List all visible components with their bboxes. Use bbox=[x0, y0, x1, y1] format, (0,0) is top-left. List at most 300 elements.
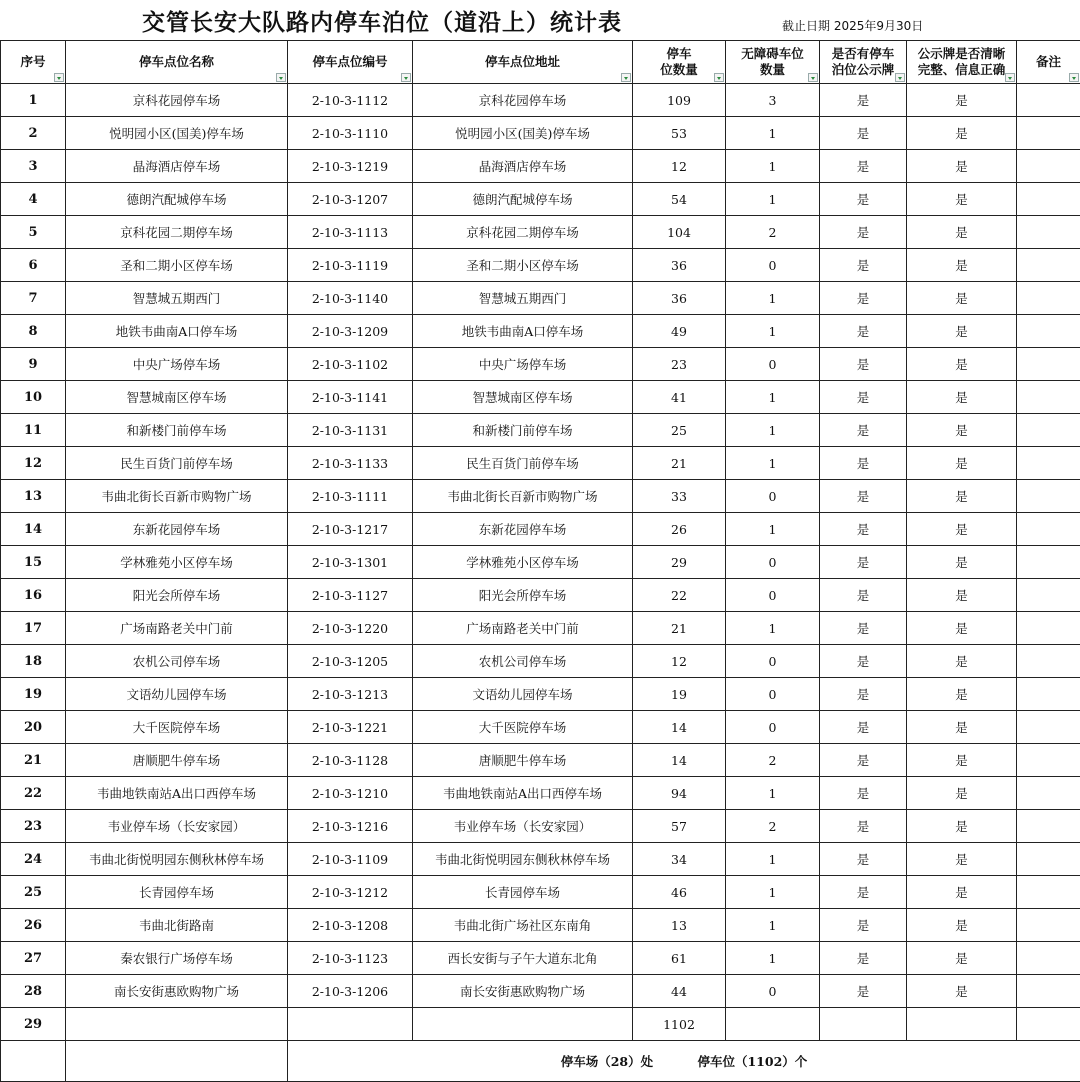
cell-name[interactable]: 学林雅苑小区停车场 bbox=[66, 546, 288, 579]
parking-table bbox=[0, 40, 1080, 1082]
total-seq-cell[interactable]: 29 bbox=[1, 1008, 66, 1041]
cell-code[interactable]: 2-10-3-1208 bbox=[288, 909, 413, 942]
summary-row bbox=[1, 1041, 1080, 1082]
cell-accessible[interactable]: 1 bbox=[726, 315, 820, 348]
cell-sign-ok[interactable]: 是 bbox=[907, 711, 1017, 744]
cell-has-sign[interactable]: 是 bbox=[820, 183, 907, 216]
cell-accessible[interactable]: 1 bbox=[726, 876, 820, 909]
cell-spaces[interactable]: 36 bbox=[633, 249, 726, 282]
cell-address[interactable]: 京科花园二期停车场 bbox=[413, 216, 633, 249]
table-row bbox=[1, 810, 1080, 843]
cell-has-sign[interactable]: 是 bbox=[820, 876, 907, 909]
cell-has-sign[interactable]: 是 bbox=[820, 117, 907, 150]
cell-code[interactable]: 2-10-3-1123 bbox=[288, 942, 413, 975]
cell-address[interactable]: 唐顺肥牛停车场 bbox=[413, 744, 633, 777]
cell-note[interactable] bbox=[1017, 810, 1080, 843]
cell-name[interactable]: 广场南路老关中门前 bbox=[66, 612, 288, 645]
cell-code[interactable]: 2-10-3-1109 bbox=[288, 843, 413, 876]
cell-address[interactable]: 和新楼门前停车场 bbox=[413, 414, 633, 447]
cell-sign-ok[interactable]: 是 bbox=[907, 117, 1017, 150]
cell-note[interactable] bbox=[1017, 381, 1080, 414]
cell-has-sign[interactable]: 是 bbox=[820, 645, 907, 678]
cell-sign-ok[interactable]: 是 bbox=[907, 810, 1017, 843]
cell-name[interactable]: 唐顺肥牛停车场 bbox=[66, 744, 288, 777]
cell-seq[interactable]: 11 bbox=[1, 414, 66, 447]
header-label: 公示牌是否清晰 完整、信息正确 bbox=[907, 46, 1016, 78]
cell-note[interactable] bbox=[1017, 645, 1080, 678]
cell-spaces[interactable]: 41 bbox=[633, 381, 726, 414]
cell-seq[interactable]: 26 bbox=[1, 909, 66, 942]
table-row bbox=[1, 909, 1080, 942]
cell-name[interactable]: 晶海酒店停车场 bbox=[66, 150, 288, 183]
cell-accessible[interactable]: 2 bbox=[726, 744, 820, 777]
cell-has-sign[interactable]: 是 bbox=[820, 909, 907, 942]
cell-spaces[interactable]: 109 bbox=[633, 84, 726, 117]
cell-address[interactable]: 韦曲北街悦明园东侧秋林停车场 bbox=[413, 843, 633, 876]
cell-sign-ok[interactable]: 是 bbox=[907, 843, 1017, 876]
cell-note[interactable] bbox=[1017, 579, 1080, 612]
cell-accessible[interactable]: 1 bbox=[726, 414, 820, 447]
cell-spaces[interactable]: 49 bbox=[633, 315, 726, 348]
cell-spaces[interactable]: 12 bbox=[633, 645, 726, 678]
cell-accessible[interactable]: 1 bbox=[726, 777, 820, 810]
cell-note[interactable] bbox=[1017, 777, 1080, 810]
cell-code[interactable]: 2-10-3-1216 bbox=[288, 810, 413, 843]
cell-accessible[interactable]: 0 bbox=[726, 678, 820, 711]
filter-dropdown-icon[interactable] bbox=[276, 73, 286, 82]
cell-name[interactable]: 韦业停车场（长安家园） bbox=[66, 810, 288, 843]
cell-address[interactable]: 中央广场停车场 bbox=[413, 348, 633, 381]
cell-seq[interactable]: 9 bbox=[1, 348, 66, 381]
total-empty-cell[interactable] bbox=[907, 1008, 1017, 1041]
cell-spaces[interactable]: 14 bbox=[633, 744, 726, 777]
cell-spaces[interactable]: 25 bbox=[633, 414, 726, 447]
cell-spaces[interactable]: 33 bbox=[633, 480, 726, 513]
cell-has-sign[interactable]: 是 bbox=[820, 150, 907, 183]
filter-dropdown-icon[interactable] bbox=[621, 73, 631, 82]
table-row bbox=[1, 975, 1080, 1008]
cell-has-sign[interactable]: 是 bbox=[820, 381, 907, 414]
cell-code[interactable]: 2-10-3-1207 bbox=[288, 183, 413, 216]
cell-sign-ok[interactable]: 是 bbox=[907, 612, 1017, 645]
cell-name[interactable]: 长青园停车场 bbox=[66, 876, 288, 909]
cell-accessible[interactable]: 2 bbox=[726, 810, 820, 843]
cell-accessible[interactable]: 1 bbox=[726, 282, 820, 315]
cell-code[interactable]: 2-10-3-1205 bbox=[288, 645, 413, 678]
cell-code[interactable]: 2-10-3-1141 bbox=[288, 381, 413, 414]
cell-accessible[interactable]: 1 bbox=[726, 183, 820, 216]
cell-note[interactable] bbox=[1017, 282, 1080, 315]
cell-seq[interactable]: 23 bbox=[1, 810, 66, 843]
cell-sign-ok[interactable]: 是 bbox=[907, 975, 1017, 1008]
cell-spaces[interactable]: 19 bbox=[633, 678, 726, 711]
cell-name[interactable]: 智慧城南区停车场 bbox=[66, 381, 288, 414]
cell-address[interactable]: 德朗汽配城停车场 bbox=[413, 183, 633, 216]
cell-has-sign[interactable]: 是 bbox=[820, 975, 907, 1008]
header-accessible[interactable] bbox=[726, 41, 820, 84]
cell-address[interactable]: 阳光会所停车场 bbox=[413, 579, 633, 612]
cell-has-sign[interactable]: 是 bbox=[820, 216, 907, 249]
cell-code[interactable]: 2-10-3-1213 bbox=[288, 678, 413, 711]
cell-sign-ok[interactable]: 是 bbox=[907, 678, 1017, 711]
filter-dropdown-icon[interactable] bbox=[714, 73, 724, 82]
cell-address[interactable]: 长青园停车场 bbox=[413, 876, 633, 909]
cell-seq[interactable]: 7 bbox=[1, 282, 66, 315]
cell-sign-ok[interactable]: 是 bbox=[907, 909, 1017, 942]
cell-accessible[interactable]: 1 bbox=[726, 513, 820, 546]
cell-seq[interactable]: 18 bbox=[1, 645, 66, 678]
cell-seq[interactable]: 27 bbox=[1, 942, 66, 975]
cell-address[interactable]: 韦曲北街长百新市购物广场 bbox=[413, 480, 633, 513]
cell-note[interactable] bbox=[1017, 546, 1080, 579]
filter-dropdown-icon[interactable] bbox=[1069, 73, 1079, 82]
cell-accessible[interactable]: 0 bbox=[726, 348, 820, 381]
cell-spaces[interactable]: 22 bbox=[633, 579, 726, 612]
summary-lots: 停车场（28）处 bbox=[561, 1052, 653, 1070]
cell-seq[interactable]: 1 bbox=[1, 84, 66, 117]
cell-spaces[interactable]: 23 bbox=[633, 348, 726, 381]
cell-address[interactable]: 南长安街惠欧购物广场 bbox=[413, 975, 633, 1008]
filter-dropdown-icon[interactable] bbox=[1005, 73, 1015, 82]
cell-note[interactable] bbox=[1017, 414, 1080, 447]
cell-address[interactable]: 广场南路老关中门前 bbox=[413, 612, 633, 645]
cell-seq[interactable]: 3 bbox=[1, 150, 66, 183]
cell-seq[interactable]: 15 bbox=[1, 546, 66, 579]
cell-code[interactable]: 2-10-3-1131 bbox=[288, 414, 413, 447]
cell-seq[interactable]: 8 bbox=[1, 315, 66, 348]
cell-has-sign[interactable]: 是 bbox=[820, 546, 907, 579]
total-spaces-cell[interactable]: 1102 bbox=[633, 1008, 726, 1041]
cell-sign-ok[interactable]: 是 bbox=[907, 645, 1017, 678]
cell-address[interactable]: 东新花园停车场 bbox=[413, 513, 633, 546]
cell-note[interactable] bbox=[1017, 249, 1080, 282]
cell-spaces[interactable]: 21 bbox=[633, 612, 726, 645]
cell-note[interactable] bbox=[1017, 876, 1080, 909]
cell-accessible[interactable]: 1 bbox=[726, 909, 820, 942]
cell-has-sign[interactable]: 是 bbox=[820, 282, 907, 315]
table-row bbox=[1, 117, 1080, 150]
cell-address[interactable]: 圣和二期小区停车场 bbox=[413, 249, 633, 282]
cell-has-sign[interactable]: 是 bbox=[820, 447, 907, 480]
cell-name[interactable]: 东新花园停车场 bbox=[66, 513, 288, 546]
cell-name[interactable]: 地铁韦曲南A口停车场 bbox=[66, 315, 288, 348]
cell-spaces[interactable]: 94 bbox=[633, 777, 726, 810]
cell-code[interactable]: 2-10-3-1209 bbox=[288, 315, 413, 348]
total-empty-cell[interactable] bbox=[726, 1008, 820, 1041]
filter-dropdown-icon[interactable] bbox=[895, 73, 905, 82]
cell-code[interactable]: 2-10-3-1140 bbox=[288, 282, 413, 315]
cell-address[interactable]: 韦曲北街广场社区东南角 bbox=[413, 909, 633, 942]
summary-empty-cell[interactable] bbox=[66, 1041, 288, 1082]
cell-spaces[interactable]: 104 bbox=[633, 216, 726, 249]
cell-seq[interactable]: 5 bbox=[1, 216, 66, 249]
total-empty-cell[interactable] bbox=[288, 1008, 413, 1041]
filter-dropdown-icon[interactable] bbox=[54, 73, 64, 82]
total-empty-cell[interactable] bbox=[413, 1008, 633, 1041]
cell-sign-ok[interactable]: 是 bbox=[907, 876, 1017, 909]
cell-name[interactable]: 民生百货门前停车场 bbox=[66, 447, 288, 480]
cell-seq[interactable]: 4 bbox=[1, 183, 66, 216]
cell-accessible[interactable]: 1 bbox=[726, 612, 820, 645]
cell-spaces[interactable]: 36 bbox=[633, 282, 726, 315]
summary-empty-cell[interactable] bbox=[1, 1041, 66, 1082]
cell-code[interactable]: 2-10-3-1119 bbox=[288, 249, 413, 282]
cell-accessible[interactable]: 1 bbox=[726, 843, 820, 876]
table-row bbox=[1, 711, 1080, 744]
cell-accessible[interactable]: 0 bbox=[726, 711, 820, 744]
cell-name[interactable]: 南长安街惠欧购物广场 bbox=[66, 975, 288, 1008]
cell-spaces[interactable]: 21 bbox=[633, 447, 726, 480]
cell-code[interactable]: 2-10-3-1127 bbox=[288, 579, 413, 612]
cell-address[interactable]: 韦业停车场（长安家园） bbox=[413, 810, 633, 843]
cell-note[interactable] bbox=[1017, 942, 1080, 975]
cell-spaces[interactable]: 44 bbox=[633, 975, 726, 1008]
cell-seq[interactable]: 6 bbox=[1, 249, 66, 282]
cell-accessible[interactable]: 2 bbox=[726, 216, 820, 249]
header-spaces[interactable] bbox=[633, 41, 726, 84]
cell-note[interactable] bbox=[1017, 117, 1080, 150]
cell-note[interactable] bbox=[1017, 315, 1080, 348]
cell-spaces[interactable]: 14 bbox=[633, 711, 726, 744]
table-row bbox=[1, 84, 1080, 117]
cell-name[interactable]: 悦明园小区(国美)停车场 bbox=[66, 117, 288, 150]
cell-spaces[interactable]: 13 bbox=[633, 909, 726, 942]
cell-has-sign[interactable]: 是 bbox=[820, 249, 907, 282]
cell-accessible[interactable]: 0 bbox=[726, 975, 820, 1008]
cell-note[interactable] bbox=[1017, 183, 1080, 216]
cell-sign-ok[interactable]: 是 bbox=[907, 777, 1017, 810]
cell-note[interactable] bbox=[1017, 843, 1080, 876]
cell-seq[interactable]: 10 bbox=[1, 381, 66, 414]
total-empty-cell[interactable] bbox=[66, 1008, 288, 1041]
cell-name[interactable]: 韦曲北街长百新市购物广场 bbox=[66, 480, 288, 513]
cell-has-sign[interactable]: 是 bbox=[820, 315, 907, 348]
cell-accessible[interactable]: 0 bbox=[726, 579, 820, 612]
cell-accessible[interactable]: 1 bbox=[726, 942, 820, 975]
cell-address[interactable]: 智慧城五期西门 bbox=[413, 282, 633, 315]
cell-address[interactable]: 大千医院停车场 bbox=[413, 711, 633, 744]
cell-note[interactable] bbox=[1017, 678, 1080, 711]
cell-note[interactable] bbox=[1017, 480, 1080, 513]
cell-accessible[interactable]: 1 bbox=[726, 447, 820, 480]
cell-seq[interactable]: 14 bbox=[1, 513, 66, 546]
cell-address[interactable]: 农机公司停车场 bbox=[413, 645, 633, 678]
cell-sign-ok[interactable]: 是 bbox=[907, 546, 1017, 579]
cell-name[interactable]: 阳光会所停车场 bbox=[66, 579, 288, 612]
cell-sign-ok[interactable]: 是 bbox=[907, 282, 1017, 315]
cell-has-sign[interactable]: 是 bbox=[820, 744, 907, 777]
cell-address[interactable]: 京科花园停车场 bbox=[413, 84, 633, 117]
cell-name[interactable]: 大千医院停车场 bbox=[66, 711, 288, 744]
cell-seq[interactable]: 22 bbox=[1, 777, 66, 810]
header-has-sign[interactable] bbox=[820, 41, 907, 84]
cell-code[interactable]: 2-10-3-1206 bbox=[288, 975, 413, 1008]
cell-has-sign[interactable]: 是 bbox=[820, 678, 907, 711]
header-address[interactable] bbox=[413, 41, 633, 84]
total-empty-cell[interactable] bbox=[1017, 1008, 1080, 1041]
cell-seq[interactable]: 24 bbox=[1, 843, 66, 876]
cell-seq[interactable]: 19 bbox=[1, 678, 66, 711]
cell-name[interactable]: 圣和二期小区停车场 bbox=[66, 249, 288, 282]
cell-address[interactable]: 智慧城南区停车场 bbox=[413, 381, 633, 414]
header-sign-ok[interactable] bbox=[907, 41, 1017, 84]
cell-has-sign[interactable]: 是 bbox=[820, 810, 907, 843]
filter-dropdown-icon[interactable] bbox=[808, 73, 818, 82]
total-empty-cell[interactable] bbox=[820, 1008, 907, 1041]
cell-spaces[interactable]: 61 bbox=[633, 942, 726, 975]
cell-code[interactable]: 2-10-3-1133 bbox=[288, 447, 413, 480]
cell-sign-ok[interactable]: 是 bbox=[907, 744, 1017, 777]
cell-name[interactable]: 智慧城五期西门 bbox=[66, 282, 288, 315]
cell-sign-ok[interactable]: 是 bbox=[907, 414, 1017, 447]
cell-name[interactable]: 和新楼门前停车场 bbox=[66, 414, 288, 447]
cell-spaces[interactable]: 46 bbox=[633, 876, 726, 909]
cell-address[interactable]: 民生百货门前停车场 bbox=[413, 447, 633, 480]
cell-spaces[interactable]: 54 bbox=[633, 183, 726, 216]
cell-sign-ok[interactable]: 是 bbox=[907, 942, 1017, 975]
cell-address[interactable]: 韦曲地铁南站A出口西停车场 bbox=[413, 777, 633, 810]
table-row bbox=[1, 249, 1080, 282]
cell-spaces[interactable]: 12 bbox=[633, 150, 726, 183]
cell-note[interactable] bbox=[1017, 150, 1080, 183]
cell-address[interactable]: 西长安街与子午大道东北角 bbox=[413, 942, 633, 975]
cell-code[interactable]: 2-10-3-1128 bbox=[288, 744, 413, 777]
cell-code[interactable]: 2-10-3-1219 bbox=[288, 150, 413, 183]
cell-address[interactable]: 晶海酒店停车场 bbox=[413, 150, 633, 183]
cell-sign-ok[interactable]: 是 bbox=[907, 216, 1017, 249]
cell-sign-ok[interactable]: 是 bbox=[907, 579, 1017, 612]
cell-has-sign[interactable]: 是 bbox=[820, 942, 907, 975]
cell-spaces[interactable]: 57 bbox=[633, 810, 726, 843]
cell-sign-ok[interactable]: 是 bbox=[907, 348, 1017, 381]
cell-address[interactable]: 悦明园小区(国美)停车场 bbox=[413, 117, 633, 150]
summary-spaces: 停车位（1102）个 bbox=[697, 1052, 807, 1070]
cell-seq[interactable]: 13 bbox=[1, 480, 66, 513]
cell-has-sign[interactable]: 是 bbox=[820, 843, 907, 876]
cell-accessible[interactable]: 0 bbox=[726, 546, 820, 579]
cell-accessible[interactable]: 1 bbox=[726, 150, 820, 183]
cell-code[interactable]: 2-10-3-1220 bbox=[288, 612, 413, 645]
cell-code[interactable]: 2-10-3-1112 bbox=[288, 84, 413, 117]
cell-code[interactable]: 2-10-3-1110 bbox=[288, 117, 413, 150]
cell-spaces[interactable]: 53 bbox=[633, 117, 726, 150]
header-label: 停车点位地址 bbox=[413, 54, 632, 70]
cell-spaces[interactable]: 29 bbox=[633, 546, 726, 579]
cell-sign-ok[interactable]: 是 bbox=[907, 513, 1017, 546]
cell-sign-ok[interactable]: 是 bbox=[907, 150, 1017, 183]
total-row bbox=[1, 1008, 1080, 1041]
cell-code[interactable]: 2-10-3-1221 bbox=[288, 711, 413, 744]
header-label: 序号 bbox=[1, 54, 65, 70]
cell-has-sign[interactable]: 是 bbox=[820, 84, 907, 117]
header-note[interactable] bbox=[1017, 41, 1080, 84]
cell-sign-ok[interactable]: 是 bbox=[907, 480, 1017, 513]
cell-has-sign[interactable]: 是 bbox=[820, 513, 907, 546]
table-body bbox=[1, 84, 1080, 1008]
cell-name[interactable]: 文语幼儿园停车场 bbox=[66, 678, 288, 711]
cell-seq[interactable]: 28 bbox=[1, 975, 66, 1008]
cell-accessible[interactable]: 0 bbox=[726, 249, 820, 282]
cell-name[interactable]: 韦曲北街悦明园东侧秋林停车场 bbox=[66, 843, 288, 876]
cell-note[interactable] bbox=[1017, 744, 1080, 777]
cell-name[interactable]: 韦曲地铁南站A出口西停车场 bbox=[66, 777, 288, 810]
table-row bbox=[1, 678, 1080, 711]
cell-name[interactable]: 京科花园二期停车场 bbox=[66, 216, 288, 249]
cell-seq[interactable]: 21 bbox=[1, 744, 66, 777]
cell-sign-ok[interactable]: 是 bbox=[907, 84, 1017, 117]
header-seq[interactable] bbox=[1, 41, 66, 84]
cell-has-sign[interactable]: 是 bbox=[820, 777, 907, 810]
cell-address[interactable]: 学林雅苑小区停车场 bbox=[413, 546, 633, 579]
cell-sign-ok[interactable]: 是 bbox=[907, 249, 1017, 282]
cell-address[interactable]: 文语幼儿园停车场 bbox=[413, 678, 633, 711]
cell-seq[interactable]: 12 bbox=[1, 447, 66, 480]
cell-sign-ok[interactable]: 是 bbox=[907, 315, 1017, 348]
cell-seq[interactable]: 2 bbox=[1, 117, 66, 150]
cell-address[interactable]: 地铁韦曲南A口停车场 bbox=[413, 315, 633, 348]
cell-spaces[interactable]: 34 bbox=[633, 843, 726, 876]
cell-note[interactable] bbox=[1017, 612, 1080, 645]
cell-note[interactable] bbox=[1017, 84, 1080, 117]
cell-sign-ok[interactable]: 是 bbox=[907, 381, 1017, 414]
cell-has-sign[interactable]: 是 bbox=[820, 579, 907, 612]
cell-name[interactable]: 中央广场停车场 bbox=[66, 348, 288, 381]
cell-note[interactable] bbox=[1017, 513, 1080, 546]
cell-sign-ok[interactable]: 是 bbox=[907, 183, 1017, 216]
cell-code[interactable]: 2-10-3-1210 bbox=[288, 777, 413, 810]
cell-has-sign[interactable]: 是 bbox=[820, 711, 907, 744]
cell-code[interactable]: 2-10-3-1301 bbox=[288, 546, 413, 579]
cell-accessible[interactable]: 0 bbox=[726, 480, 820, 513]
cell-code[interactable]: 2-10-3-1217 bbox=[288, 513, 413, 546]
cell-has-sign[interactable]: 是 bbox=[820, 414, 907, 447]
header-name[interactable] bbox=[66, 41, 288, 84]
cell-code[interactable]: 2-10-3-1102 bbox=[288, 348, 413, 381]
cell-seq[interactable]: 25 bbox=[1, 876, 66, 909]
cell-note[interactable] bbox=[1017, 348, 1080, 381]
cell-name[interactable]: 韦曲北街路南 bbox=[66, 909, 288, 942]
filter-dropdown-icon[interactable] bbox=[401, 73, 411, 82]
cell-code[interactable]: 2-10-3-1113 bbox=[288, 216, 413, 249]
cell-name[interactable]: 德朗汽配城停车场 bbox=[66, 183, 288, 216]
cell-has-sign[interactable]: 是 bbox=[820, 612, 907, 645]
cell-spaces[interactable]: 26 bbox=[633, 513, 726, 546]
cell-name[interactable]: 京科花园停车场 bbox=[66, 84, 288, 117]
cell-code[interactable]: 2-10-3-1111 bbox=[288, 480, 413, 513]
cell-note[interactable] bbox=[1017, 909, 1080, 942]
summary-cell[interactable] bbox=[288, 1041, 1080, 1082]
cell-seq[interactable]: 16 bbox=[1, 579, 66, 612]
cell-name[interactable]: 秦农银行广场停车场 bbox=[66, 942, 288, 975]
cell-accessible[interactable]: 3 bbox=[726, 84, 820, 117]
cell-code[interactable]: 2-10-3-1212 bbox=[288, 876, 413, 909]
cell-note[interactable] bbox=[1017, 447, 1080, 480]
table-row bbox=[1, 942, 1080, 975]
cell-has-sign[interactable]: 是 bbox=[820, 480, 907, 513]
header-code[interactable] bbox=[288, 41, 413, 84]
cell-accessible[interactable]: 1 bbox=[726, 381, 820, 414]
cell-seq[interactable]: 20 bbox=[1, 711, 66, 744]
cell-name[interactable]: 农机公司停车场 bbox=[66, 645, 288, 678]
cell-note[interactable] bbox=[1017, 711, 1080, 744]
cell-accessible[interactable]: 1 bbox=[726, 117, 820, 150]
cell-note[interactable] bbox=[1017, 975, 1080, 1008]
cell-has-sign[interactable]: 是 bbox=[820, 348, 907, 381]
cell-accessible[interactable]: 0 bbox=[726, 645, 820, 678]
cell-seq[interactable]: 17 bbox=[1, 612, 66, 645]
cell-note[interactable] bbox=[1017, 216, 1080, 249]
cell-sign-ok[interactable]: 是 bbox=[907, 447, 1017, 480]
